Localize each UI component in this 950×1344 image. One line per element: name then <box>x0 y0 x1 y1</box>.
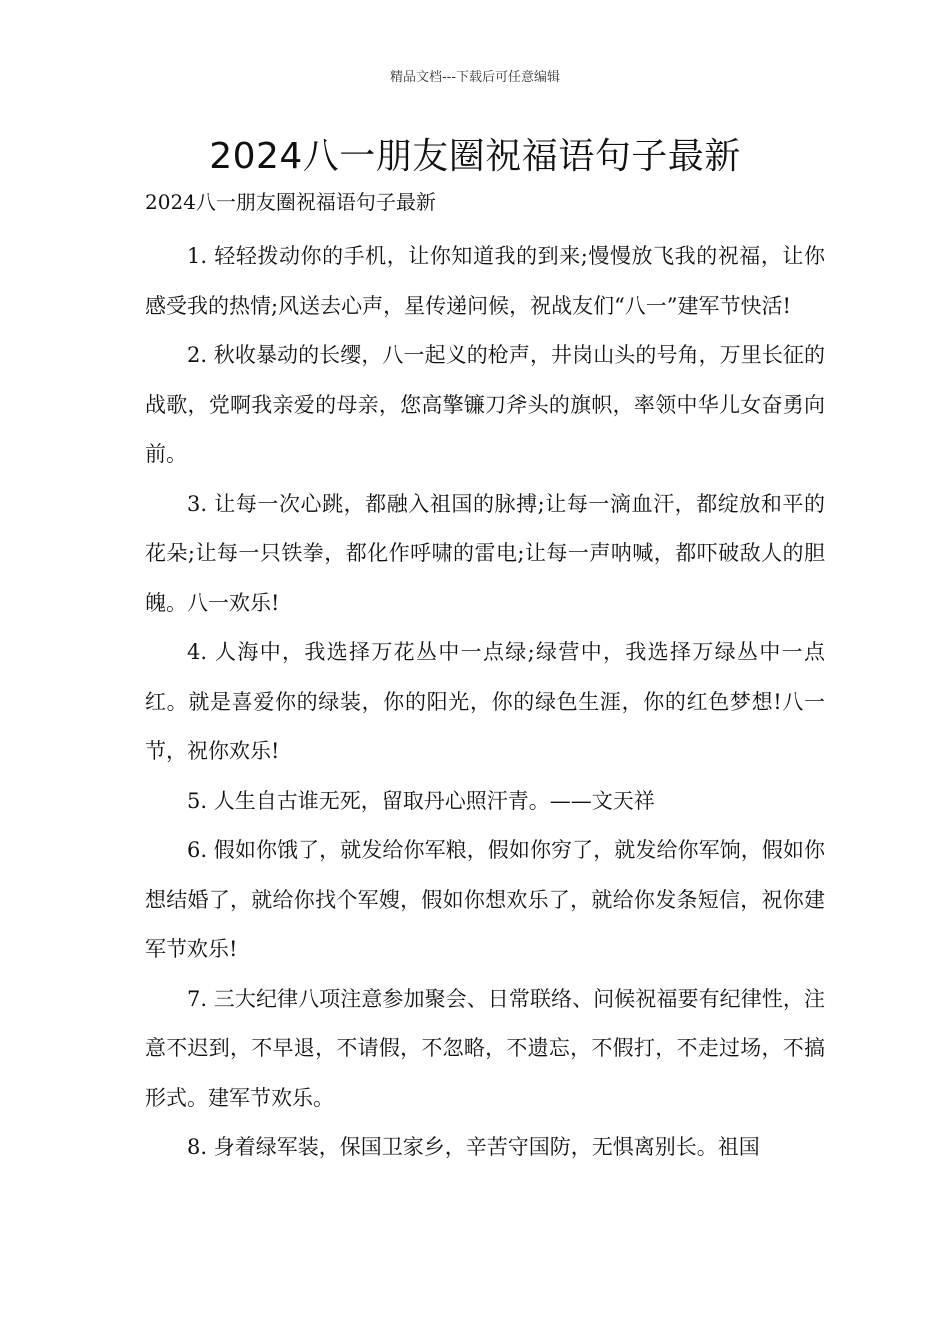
paragraph-8: 8. 身着绿军装，保国卫家乡，辛苦守国防，无惧离别长。祖国 <box>187 1135 760 1159</box>
page-header: 精品文档---下载后可任意编辑 <box>389 70 561 85</box>
paragraph-4: 4. 人海中，我选择万花丛中一点绿;绿营中，我选择万绿丛中一点红。就是喜爱你的绿装，你的阳光，你的绿色生涯，你的红色梦想!八一节，祝你欢乐! <box>145 640 825 763</box>
paragraph-5: 5. 人生自古谁无死，留取丹心照汗青。——文天祥 <box>187 788 655 813</box>
paragraph-1: 1. 轻轻拨动你的手机，让你知道我的到来;慢慢放飞我的祝福，让你感受我的热情;风送去心声，星传递问候，祝战友们“八一”建军节快活! <box>145 244 825 318</box>
paragraph-7: 7. 三大纪律八项注意参加聚会、日常联络、问候祝福要有纪律性，注意不迟到，不早退，不请假，不忽略，不遗忘，不假打，不走过场，不搞形式。建军节欢乐。 <box>145 986 825 1110</box>
document-title: 2024八一朋友圈祝福语句子最新 <box>209 136 741 177</box>
paragraph-2: 2. 秋收暴动的长缨，八一起义的枪声，井岗山头的号角，万里长征的战歌，党啊我亲爱的母亲，您高擎镰刀斧头的旗帜，率领中华儿女奋勇向前。 <box>145 343 825 466</box>
document-body <box>145 232 825 1173</box>
document-subtitle: 2024八一朋友圈祝福语句子最新 <box>145 190 436 214</box>
paragraph-6: 6. 假如你饿了，就发给你军粮，假如你穷了，就发给你军饷，假如你想结婚了，就给你找个军嫂，假如你想欢乐了，就给你发条短信，祝你建军节欢乐! <box>145 838 825 961</box>
paragraph-3: 3. 让每一次心跳，都融入祖国的脉搏;让每一滴血汗，都绽放和平的花朵;让每一只铁拳，都化作呼啸的雷电;让每一声呐喊，都吓破敌人的胆魄。八一欢乐! <box>145 491 825 615</box>
